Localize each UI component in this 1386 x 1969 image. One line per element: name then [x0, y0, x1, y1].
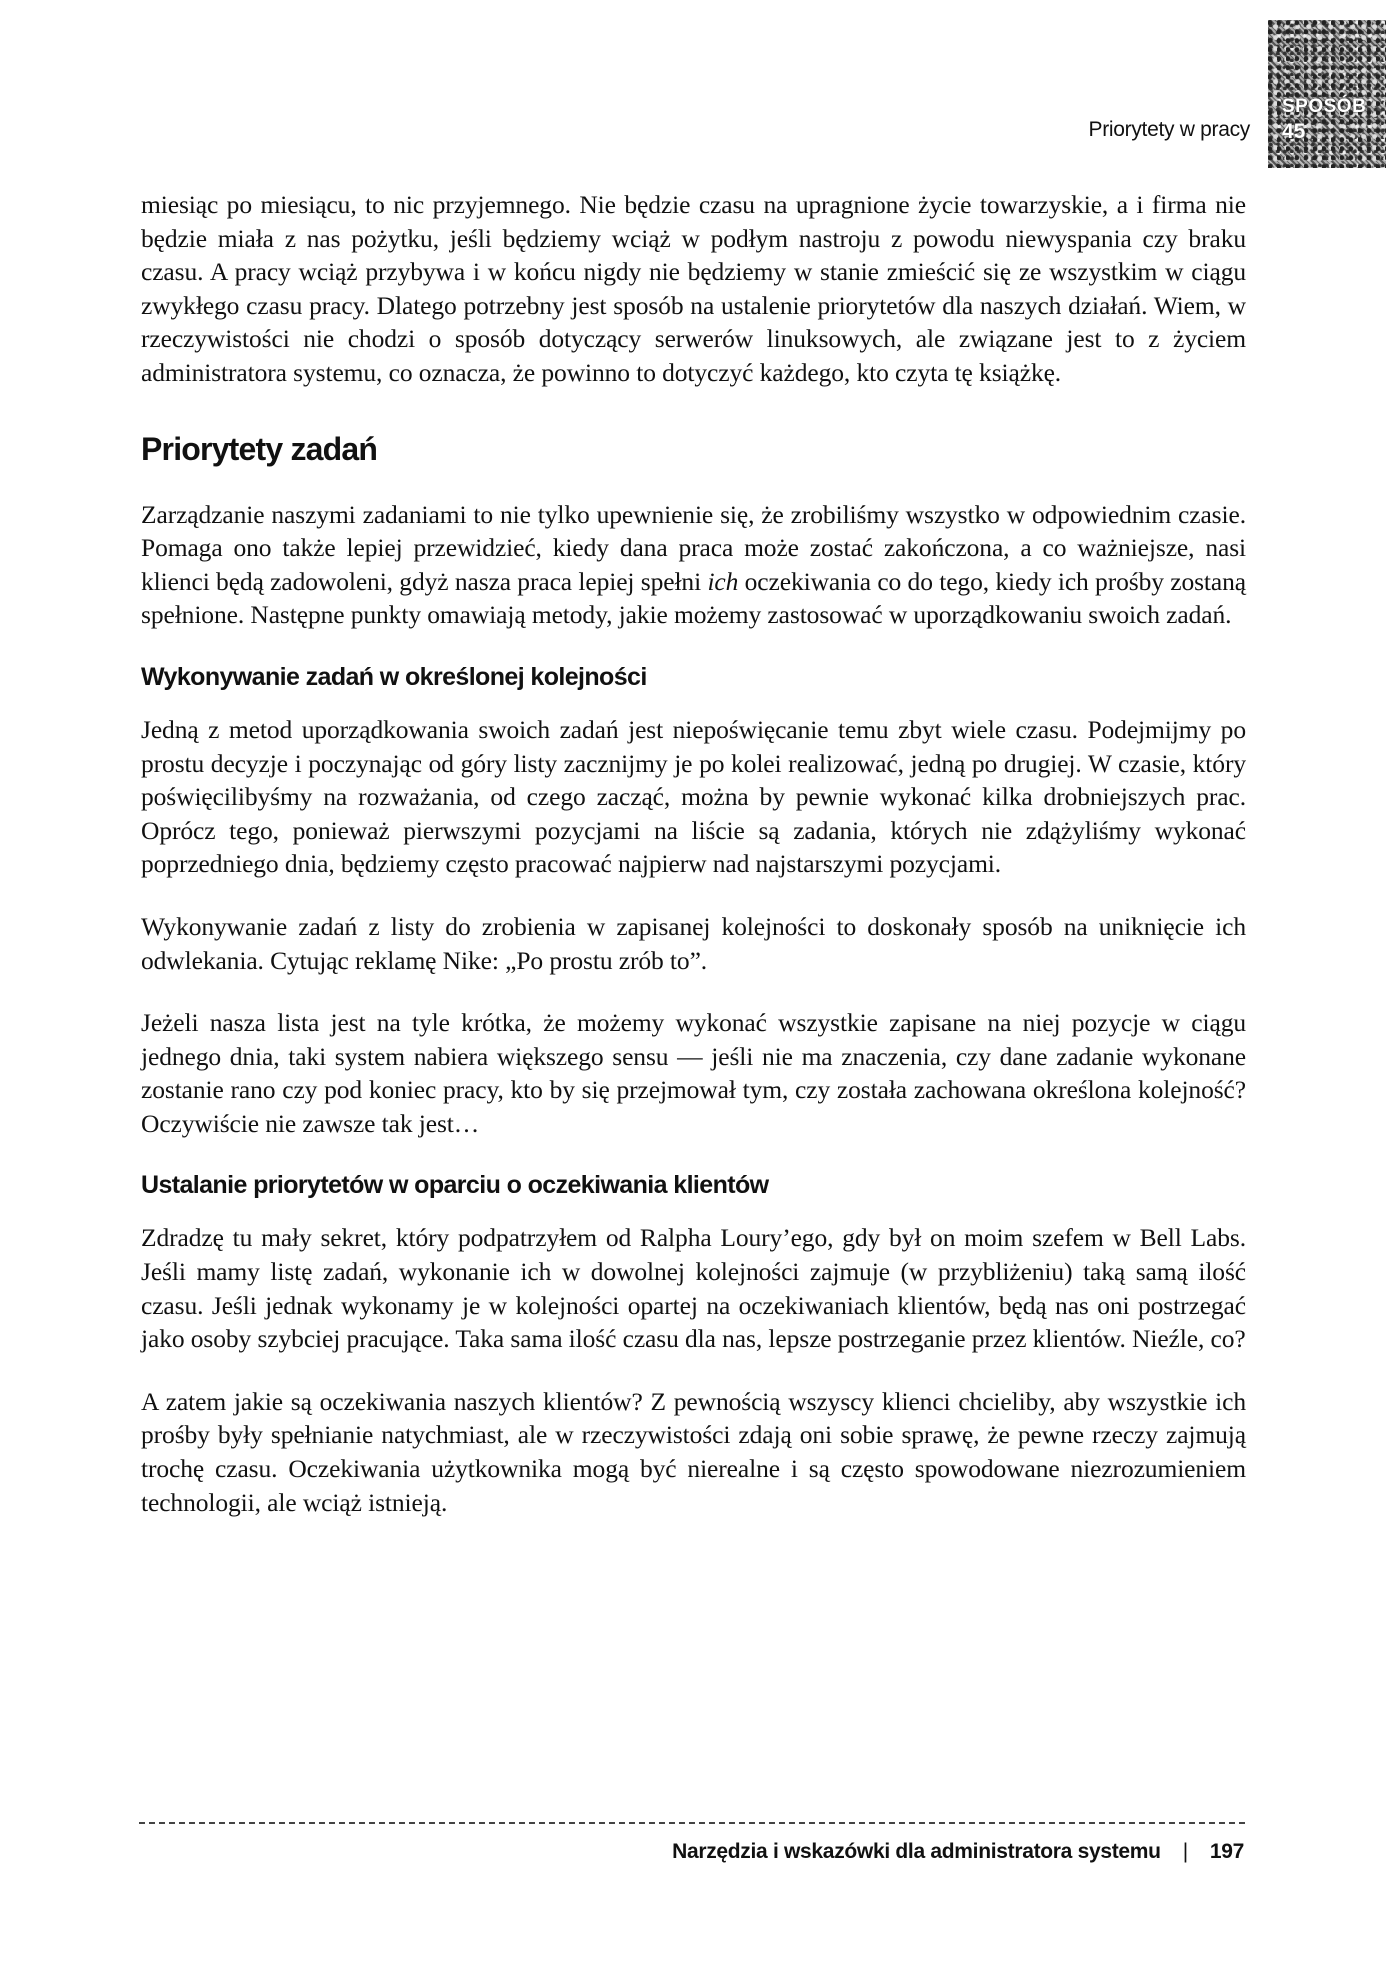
paragraph: A zatem jakie są oczekiwania naszych klientów? Z pewnością wszyscy klienci chcieliby, aby wszystkie ich prośby były spełnianie natychmiast, ale w rzeczywistości zdają oni sobie sprawę, że pewne rzeczy zajmują trochę czasu. Oczekiwania użytkownika mogą być nierealne i są często spowodowane niezrozumieniem technologii, ale wciąż istnieją. [141, 1386, 1246, 1517]
subsection-heading: Wykonywanie zadań w określonej kolejności [141, 662, 647, 691]
paragraph-text: oczekiwania co do tego, kiedy ich prośby zostaną spełnione. Następne punkty omawiają metody, jakie możemy zastosować w uporządkowaniu swoich zadań. [141, 566, 1246, 630]
page-number: 197 [1209, 1840, 1244, 1863]
paragraph: Zdradzę tu mały sekret, który podpatrzyłem od Ralpha Loury’ego, gdy był on moim szefem w Bell Labs. Jeśli mamy listę zadań, wykonanie ich w dowolnej kolejności zajmuje (w przybliżeniu) taką samą ilość czasu. Jeśli jednak wykonamy je w kolejności opartej na oczekiwaniach klientów, będą nas oni postrzegać jako osoby szybciej pracujące. Taka sama ilość czasu dla nas, lepsze postrzeganie przez klientów. Nieźle, co? [141, 1223, 1246, 1354]
subsection-heading: Ustalanie priorytetów w oparciu o oczekiwania klientów [141, 1171, 769, 1200]
hack-number-badge [1268, 20, 1386, 168]
page-footer [672, 1840, 1244, 1864]
footer-book-title: Narzędzia i wskazówki dla administratora systemu [672, 1840, 1161, 1863]
paragraph: Jeżeli nasza lista jest na tyle krótka, że możemy wykonać wszystkie zapisane na niej pozycje w ciągu jednego dnia, taki system nabiera większego sensu — jeśli nie ma znaczenia, czy dane zadanie wykonane zostanie rano czy pod koniec pracy, kto by się przejmował tym, czy została zachowana określona kolejność? Oczywiście nie zawsze tak jest… [141, 1008, 1246, 1138]
footer-divider [139, 1822, 1245, 1824]
badge-number: 45 [1282, 120, 1306, 143]
running-header-title: Priorytety w pracy [1088, 118, 1250, 141]
paragraph-intro [141, 498, 1246, 632]
paragraph: Wykonywanie zadań z listy do zrobienia w zapisanej kolejności to doskonały sposób na uniknięcie ich odwlekania. Cytując reklamę Nike: „Po prostu zrób to”. [141, 911, 1246, 975]
paragraph-continued: miesiąc po miesiącu, to nic przyjemnego. Nie będzie czasu na upragnione życie towarzyskie, a i firma nie będzie miała z nas pożytku, jeśli będziemy wciąż w podłym nastroju z powodu niewyspania czy braku czasu. A pracy wciąż przybywa i w końcu nigdy nie będziemy w stanie zmieścić się ze wszystkim w ciągu zwykłego czasu pracy. Dlatego potrzebny jest sposób na ustalenie priorytetów dla naszych działań. Wiem, w rzeczywistości nie chodzi o sposób dotyczący serwerów linuksowych, ale związane jest to z życiem administratora systemu, co oznacza, że powinno to dotyczyć każdego, kto czyta tę książkę. [141, 190, 1246, 387]
footer-separator: | [1182, 1840, 1188, 1863]
paragraph-text: Zarządzanie naszymi zadaniami to nie tylko upewnienie się, że zrobiliśmy wszystko w odpowiednim czasie. Pomaga ono także lepiej przewidzieć, kiedy dana praca może zostać zakończona, a co ważniejsze, nasi klienci będą zadowoleni, gdyż nasza praca lepiej spełni [141, 499, 1246, 596]
paragraph: Jedną z metod uporządkowania swoich zadań jest niepoświęcanie temu zbyt wiele czasu. Podejmijmy po prostu decyzje i poczynając od góry listy zacznijmy je po kolei realizować, jedną po drugiej. W czasie, który poświęcilibyśmy na rozważania, od czego zacząć, można by pewnie wykonać kilka drobniejszych prac. Oprócz tego, ponieważ pierwszymi pozycjami na liście są zadania, których nie zdążyliśmy wykonać poprzedniego dnia, będziemy często pracować najpierw nad najstarszymi pozycjami. [141, 714, 1246, 879]
page-body [141, 188, 1246, 1548]
badge-label: SPOSÓB [1282, 96, 1367, 117]
emphasis-text: ich [707, 566, 739, 596]
section-heading: Priorytety zadań [141, 430, 378, 467]
